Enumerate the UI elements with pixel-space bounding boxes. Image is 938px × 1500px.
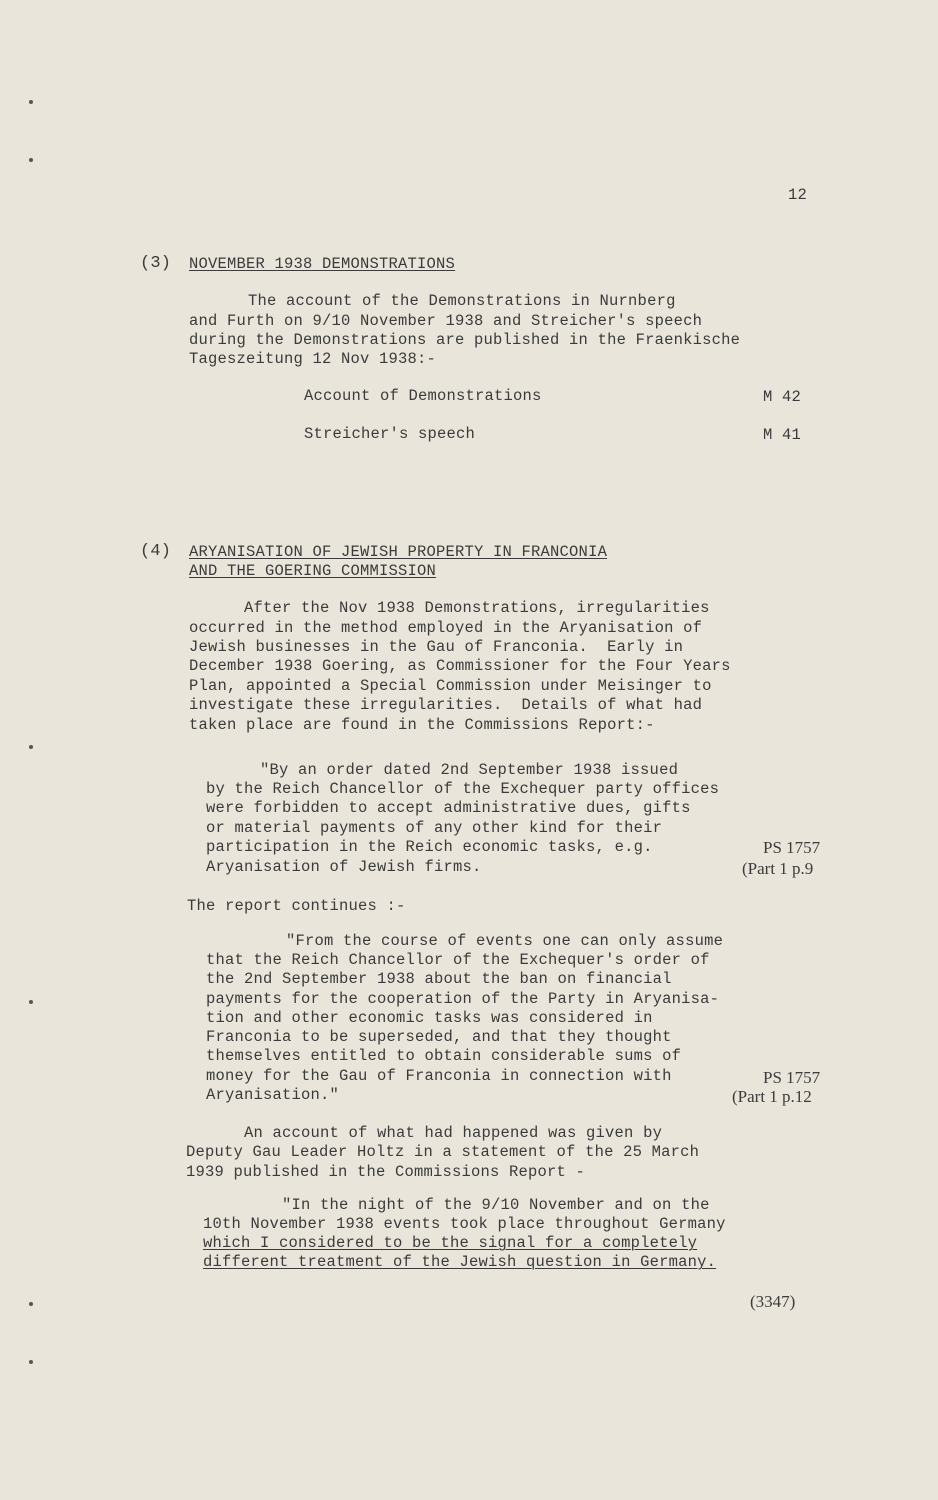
text-line: Tageszeitung 12 Nov 1938:-: [189, 350, 437, 368]
exhibit-ref: PS 1757: [763, 1068, 821, 1087]
text-line: Jewish businesses in the Gau of Franconia. Early in: [189, 638, 684, 656]
section-3-heading: NOVEMBER 1938 DEMONSTRATIONS: [189, 255, 456, 273]
text-line: the 2nd September 1938 about the ban on financial: [206, 970, 672, 988]
text-line: "In the night of the 9/10 November and on the: [282, 1196, 710, 1214]
exhibit-item-label: Streicher's speech: [304, 425, 476, 443]
text-line: An account of what had happened was given by: [244, 1124, 663, 1142]
text-line: taken place are found in the Commissions Report:-: [189, 716, 655, 734]
margin-speck: [29, 1360, 33, 1364]
margin-speck: [29, 745, 33, 749]
margin-speck: [29, 1302, 33, 1306]
text-line: occurred in the method employed in the Aryanisation of: [189, 619, 703, 637]
text-line: Aryanisation.": [206, 1086, 340, 1104]
exhibit-ref: (Part 1 p.9: [742, 859, 814, 878]
section-4-number: (4): [140, 542, 172, 561]
section-3-number: (3): [140, 254, 172, 273]
text-line: The account of the Demonstrations in Nurnberg: [248, 292, 676, 310]
text-line: "By an order dated 2nd September 1938 issued: [260, 761, 679, 779]
page-number: 12: [788, 186, 808, 204]
text-line: participation in the Reich economic tasks, e.g.: [206, 838, 653, 856]
section-4-heading: AND THE GOERING COMMISSION: [189, 562, 437, 580]
text-line: 10th November 1938 events took place throughout Germany: [203, 1215, 726, 1233]
exhibit-item-label: Account of Demonstrations: [304, 387, 542, 405]
text-line: payments for the cooperation of the Party in Aryanisa-: [206, 990, 720, 1008]
exhibit-item-ref: M 42: [763, 388, 802, 406]
text-line: money for the Gau of Franconia in connection with: [206, 1067, 672, 1085]
footer-reference: (3347): [750, 1292, 796, 1311]
text-line: themselves entitled to obtain considerable sums of: [206, 1047, 682, 1065]
text-line: investigate these irregularities. Details of what had: [189, 696, 703, 714]
text-line: Deputy Gau Leader Holtz in a statement of the 25 March: [186, 1143, 700, 1161]
text-line: during the Demonstrations are published in the Fraenkische: [189, 331, 741, 349]
text-line: by the Reich Chancellor of the Exchequer party offices: [206, 780, 720, 798]
underlined-text-line: which I considered to be the signal for a completely: [203, 1234, 698, 1252]
text-line: December 1938 Goering, as Commissioner for the Four Years: [189, 657, 731, 675]
text-line: Plan, appointed a Special Commission under Meisinger to: [189, 677, 712, 695]
text-line: tion and other economic tasks was considered in: [206, 1009, 653, 1027]
text-line: were forbidden to accept administrative dues, gifts: [206, 799, 691, 817]
text-line: and Furth on 9/10 November 1938 and Streicher's speech: [189, 312, 703, 330]
exhibit-item-ref: M 41: [763, 426, 802, 444]
text-line: that the Reich Chancellor of the Exchequer's order of: [206, 951, 710, 969]
margin-speck: [29, 158, 33, 162]
underlined-text-line: different treatment of the Jewish question in Germany.: [203, 1253, 717, 1271]
text-line: "From the course of events one can only assume: [286, 932, 724, 950]
margin-speck: [29, 100, 33, 104]
text-line: 1939 published in the Commissions Report -: [186, 1163, 586, 1181]
section-4-heading: ARYANISATION OF JEWISH PROPERTY IN FRANCONIA: [189, 543, 608, 561]
text-line: or material payments of any other kind for their: [206, 819, 663, 837]
report-continues: The report continues :-: [187, 897, 406, 915]
text-line: After the Nov 1938 Demonstrations, irregularities: [244, 599, 710, 617]
text-line: Franconia to be superseded, and that they thought: [206, 1028, 672, 1046]
text-line: Aryanisation of Jewish firms.: [206, 858, 482, 876]
exhibit-ref: (Part 1 p.12: [732, 1087, 812, 1106]
margin-speck: [29, 1000, 33, 1004]
exhibit-ref: PS 1757: [763, 838, 821, 857]
